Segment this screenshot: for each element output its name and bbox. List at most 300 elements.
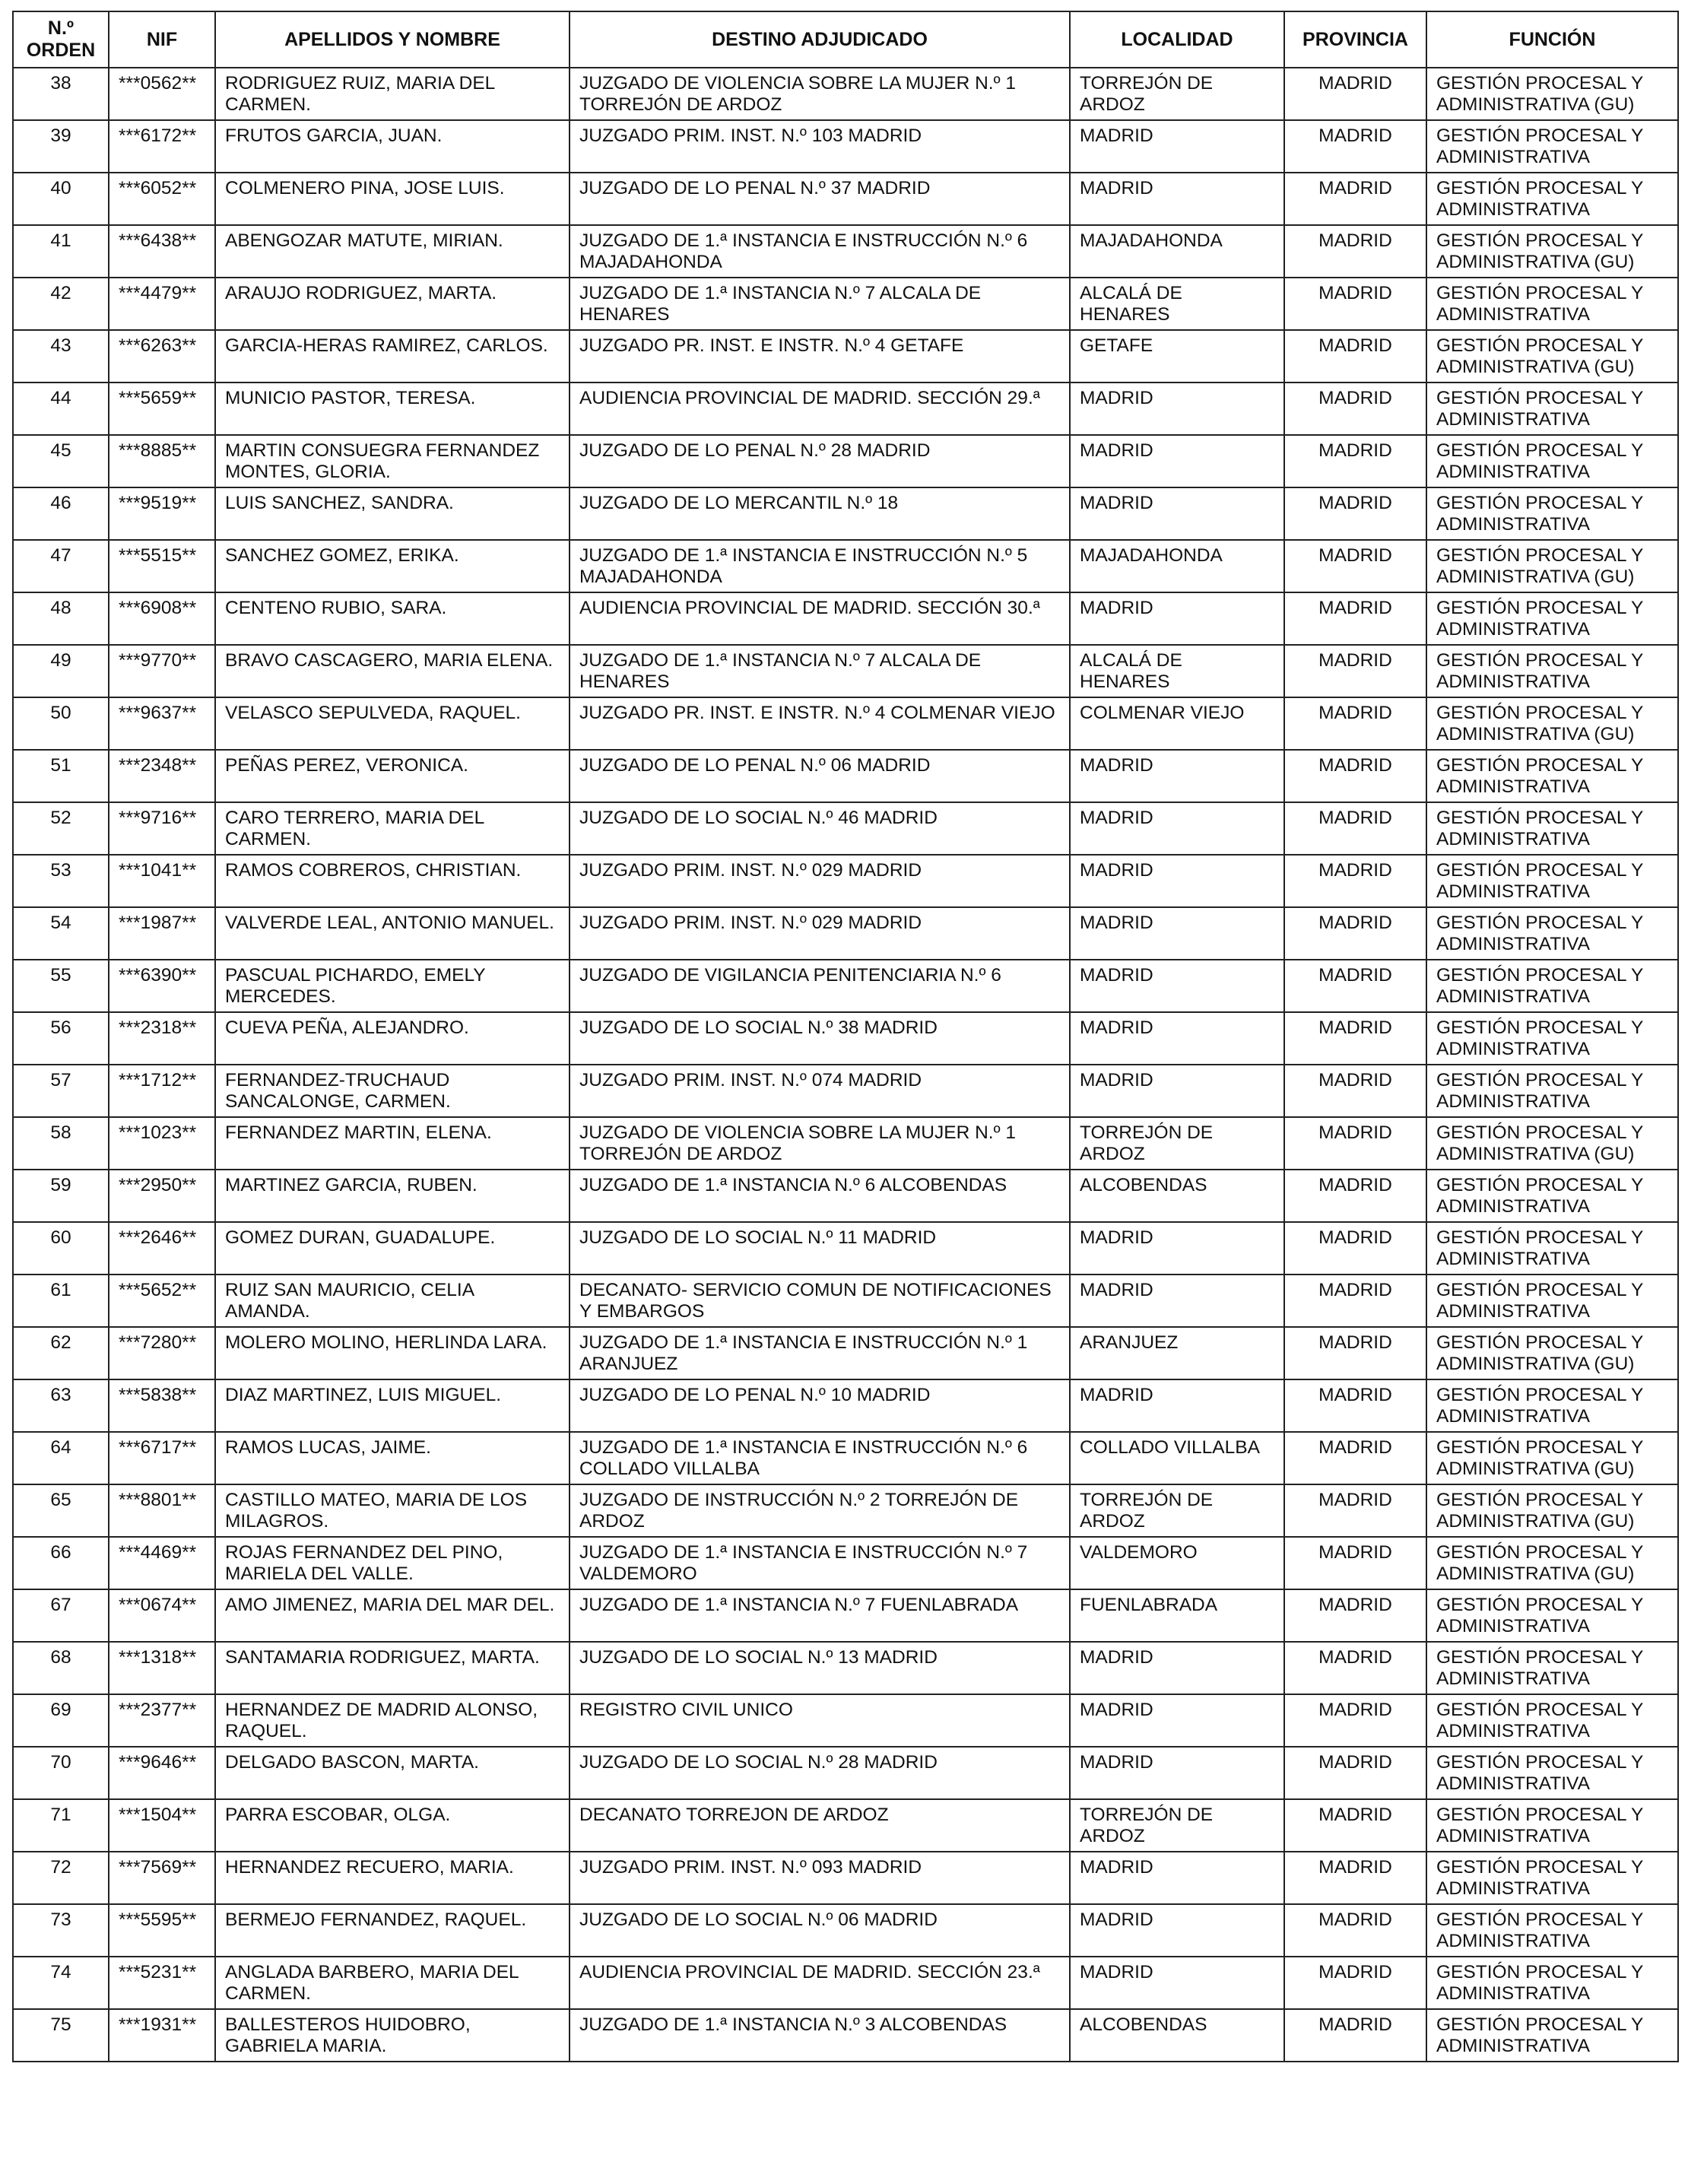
table-body xyxy=(13,68,1678,2062)
cell-localidad: MADRID xyxy=(1070,1222,1284,1275)
table-row xyxy=(13,697,1678,750)
cell-nombre: ABENGOZAR MATUTE, MIRIAN. xyxy=(215,225,570,278)
cell-orden: 70 xyxy=(13,1747,109,1799)
cell-destino: JUZGADO DE 1.ª INSTANCIA E INSTRUCCIÓN N.º 1 ARANJUEZ xyxy=(570,1327,1070,1379)
cell-localidad: ALCALÁ DE HENARES xyxy=(1070,645,1284,697)
cell-provincia: MADRID xyxy=(1284,960,1426,1012)
cell-localidad: MADRID xyxy=(1070,1379,1284,1432)
cell-provincia: MADRID xyxy=(1284,1170,1426,1222)
cell-destino: AUDIENCIA PROVINCIAL DE MADRID. SECCIÓN 23.ª xyxy=(570,1957,1070,2009)
cell-orden: 38 xyxy=(13,68,109,120)
cell-funcion: GESTIÓN PROCESAL Y ADMINISTRATIVA (GU) xyxy=(1426,697,1678,750)
cell-provincia: MADRID xyxy=(1284,540,1426,592)
cell-nombre: BERMEJO FERNANDEZ, RAQUEL. xyxy=(215,1904,570,1957)
cell-funcion: GESTIÓN PROCESAL Y ADMINISTRATIVA (GU) xyxy=(1426,540,1678,592)
cell-destino: JUZGADO PRIM. INST. N.º 093 MADRID xyxy=(570,1852,1070,1904)
cell-orden: 72 xyxy=(13,1852,109,1904)
header-row xyxy=(13,11,1678,68)
cell-nif: ***6717** xyxy=(109,1432,215,1484)
cell-destino: JUZGADO DE LO PENAL N.º 37 MADRID xyxy=(570,173,1070,225)
cell-funcion: GESTIÓN PROCESAL Y ADMINISTRATIVA xyxy=(1426,592,1678,645)
cell-localidad: TORREJÓN DE ARDOZ xyxy=(1070,1117,1284,1170)
cell-provincia: MADRID xyxy=(1284,173,1426,225)
cell-nif: ***8801** xyxy=(109,1484,215,1537)
cell-orden: 62 xyxy=(13,1327,109,1379)
cell-nombre: RUIZ SAN MAURICIO, CELIA AMANDA. xyxy=(215,1275,570,1327)
cell-funcion: GESTIÓN PROCESAL Y ADMINISTRATIVA xyxy=(1426,1957,1678,2009)
cell-localidad: COLLADO VILLALBA xyxy=(1070,1432,1284,1484)
cell-orden: 64 xyxy=(13,1432,109,1484)
cell-funcion: GESTIÓN PROCESAL Y ADMINISTRATIVA xyxy=(1426,1747,1678,1799)
cell-orden: 40 xyxy=(13,173,109,225)
cell-orden: 66 xyxy=(13,1537,109,1589)
cell-orden: 69 xyxy=(13,1694,109,1747)
cell-destino: JUZGADO DE LO PENAL N.º 10 MADRID xyxy=(570,1379,1070,1432)
cell-destino: JUZGADO DE LO MERCANTIL N.º 18 xyxy=(570,487,1070,540)
header-localidad: LOCALIDAD xyxy=(1070,11,1284,68)
cell-nombre: VALVERDE LEAL, ANTONIO MANUEL. xyxy=(215,907,570,960)
cell-orden: 71 xyxy=(13,1799,109,1852)
table-row xyxy=(13,1222,1678,1275)
cell-nombre: PARRA ESCOBAR, OLGA. xyxy=(215,1799,570,1852)
cell-orden: 49 xyxy=(13,645,109,697)
cell-funcion: GESTIÓN PROCESAL Y ADMINISTRATIVA xyxy=(1426,1222,1678,1275)
table-row xyxy=(13,225,1678,278)
cell-orden: 67 xyxy=(13,1589,109,1642)
cell-orden: 57 xyxy=(13,1065,109,1117)
cell-provincia: MADRID xyxy=(1284,1432,1426,1484)
cell-localidad: MADRID xyxy=(1070,802,1284,855)
cell-nif: ***5652** xyxy=(109,1275,215,1327)
cell-nombre: AMO JIMENEZ, MARIA DEL MAR DEL. xyxy=(215,1589,570,1642)
cell-nif: ***7569** xyxy=(109,1852,215,1904)
table-row xyxy=(13,645,1678,697)
cell-nombre: CENTENO RUBIO, SARA. xyxy=(215,592,570,645)
cell-nif: ***1931** xyxy=(109,2009,215,2062)
cell-destino: JUZGADO DE 1.ª INSTANCIA N.º 6 ALCOBENDAS xyxy=(570,1170,1070,1222)
cell-nif: ***9646** xyxy=(109,1747,215,1799)
cell-funcion: GESTIÓN PROCESAL Y ADMINISTRATIVA (GU) xyxy=(1426,1484,1678,1537)
cell-destino: JUZGADO DE LO SOCIAL N.º 46 MADRID xyxy=(570,802,1070,855)
cell-localidad: COLMENAR VIEJO xyxy=(1070,697,1284,750)
table-row xyxy=(13,1799,1678,1852)
table-row xyxy=(13,173,1678,225)
table-row xyxy=(13,68,1678,120)
table-row xyxy=(13,802,1678,855)
cell-destino: JUZGADO DE LO SOCIAL N.º 38 MADRID xyxy=(570,1012,1070,1065)
cell-nif: ***2646** xyxy=(109,1222,215,1275)
cell-funcion: GESTIÓN PROCESAL Y ADMINISTRATIVA xyxy=(1426,907,1678,960)
cell-localidad: TORREJÓN DE ARDOZ xyxy=(1070,68,1284,120)
cell-orden: 74 xyxy=(13,1957,109,2009)
table-row xyxy=(13,540,1678,592)
cell-localidad: MADRID xyxy=(1070,1694,1284,1747)
cell-nombre: ROJAS FERNANDEZ DEL PINO, MARIELA DEL VALLE. xyxy=(215,1537,570,1589)
cell-orden: 41 xyxy=(13,225,109,278)
table-row xyxy=(13,1170,1678,1222)
cell-destino: JUZGADO PRIM. INST. N.º 103 MADRID xyxy=(570,120,1070,173)
cell-orden: 44 xyxy=(13,383,109,435)
table-row xyxy=(13,1432,1678,1484)
cell-provincia: MADRID xyxy=(1284,645,1426,697)
table-row xyxy=(13,1957,1678,2009)
cell-orden: 47 xyxy=(13,540,109,592)
cell-nombre: GOMEZ DURAN, GUADALUPE. xyxy=(215,1222,570,1275)
adjudication-table xyxy=(12,11,1679,2062)
cell-localidad: MADRID xyxy=(1070,960,1284,1012)
table-row xyxy=(13,1589,1678,1642)
cell-nif: ***9716** xyxy=(109,802,215,855)
cell-destino: AUDIENCIA PROVINCIAL DE MADRID. SECCIÓN 30.ª xyxy=(570,592,1070,645)
cell-localidad: MADRID xyxy=(1070,1904,1284,1957)
cell-destino: JUZGADO PRIM. INST. N.º 029 MADRID xyxy=(570,907,1070,960)
cell-localidad: ALCOBENDAS xyxy=(1070,2009,1284,2062)
cell-funcion: GESTIÓN PROCESAL Y ADMINISTRATIVA xyxy=(1426,960,1678,1012)
table-row xyxy=(13,1694,1678,1747)
cell-orden: 46 xyxy=(13,487,109,540)
cell-nombre: MOLERO MOLINO, HERLINDA LARA. xyxy=(215,1327,570,1379)
cell-orden: 45 xyxy=(13,435,109,487)
cell-nif: ***6263** xyxy=(109,330,215,383)
cell-nif: ***5659** xyxy=(109,383,215,435)
cell-provincia: MADRID xyxy=(1284,1222,1426,1275)
cell-destino: JUZGADO DE INSTRUCCIÓN N.º 2 TORREJÓN DE ARDOZ xyxy=(570,1484,1070,1537)
cell-nombre: HERNANDEZ DE MADRID ALONSO, RAQUEL. xyxy=(215,1694,570,1747)
header-nif: NIF xyxy=(109,11,215,68)
cell-provincia: MADRID xyxy=(1284,1537,1426,1589)
header-nombre: APELLIDOS Y NOMBRE xyxy=(215,11,570,68)
cell-nombre: MARTINEZ GARCIA, RUBEN. xyxy=(215,1170,570,1222)
cell-nombre: DIAZ MARTINEZ, LUIS MIGUEL. xyxy=(215,1379,570,1432)
cell-nombre: RAMOS COBREROS, CHRISTIAN. xyxy=(215,855,570,907)
cell-destino: JUZGADO PRIM. INST. N.º 029 MADRID xyxy=(570,855,1070,907)
cell-nombre: FRUTOS GARCIA, JUAN. xyxy=(215,120,570,173)
cell-nif: ***2348** xyxy=(109,750,215,802)
cell-nif: ***4479** xyxy=(109,278,215,330)
table-row xyxy=(13,1065,1678,1117)
cell-destino: DECANATO- SERVICIO COMUN DE NOTIFICACIONES Y EMBARGOS xyxy=(570,1275,1070,1327)
cell-nombre: LUIS SANCHEZ, SANDRA. xyxy=(215,487,570,540)
cell-orden: 39 xyxy=(13,120,109,173)
table-row xyxy=(13,960,1678,1012)
cell-funcion: GESTIÓN PROCESAL Y ADMINISTRATIVA (GU) xyxy=(1426,330,1678,383)
cell-provincia: MADRID xyxy=(1284,802,1426,855)
cell-destino: AUDIENCIA PROVINCIAL DE MADRID. SECCIÓN 29.ª xyxy=(570,383,1070,435)
header-orden: N.º ORDEN xyxy=(13,11,109,68)
cell-nombre: CARO TERRERO, MARIA DEL CARMEN. xyxy=(215,802,570,855)
cell-destino: JUZGADO DE 1.ª INSTANCIA E INSTRUCCIÓN N.º 7 VALDEMORO xyxy=(570,1537,1070,1589)
header-funcion: FUNCIÓN xyxy=(1426,11,1678,68)
cell-destino: JUZGADO DE 1.ª INSTANCIA N.º 7 FUENLABRADA xyxy=(570,1589,1070,1642)
cell-localidad: ALCOBENDAS xyxy=(1070,1170,1284,1222)
cell-orden: 59 xyxy=(13,1170,109,1222)
cell-nif: ***4469** xyxy=(109,1537,215,1589)
cell-nombre: CUEVA PEÑA, ALEJANDRO. xyxy=(215,1012,570,1065)
cell-destino: JUZGADO DE LO SOCIAL N.º 06 MADRID xyxy=(570,1904,1070,1957)
table-row xyxy=(13,2009,1678,2062)
cell-orden: 61 xyxy=(13,1275,109,1327)
cell-nif: ***6438** xyxy=(109,225,215,278)
cell-funcion: GESTIÓN PROCESAL Y ADMINISTRATIVA xyxy=(1426,435,1678,487)
cell-orden: 42 xyxy=(13,278,109,330)
cell-nif: ***9770** xyxy=(109,645,215,697)
table-row xyxy=(13,120,1678,173)
cell-provincia: MADRID xyxy=(1284,592,1426,645)
cell-localidad: MADRID xyxy=(1070,855,1284,907)
cell-destino: JUZGADO DE VIOLENCIA SOBRE LA MUJER N.º 1 TORREJÓN DE ARDOZ xyxy=(570,1117,1070,1170)
cell-funcion: GESTIÓN PROCESAL Y ADMINISTRATIVA xyxy=(1426,1012,1678,1065)
cell-orden: 53 xyxy=(13,855,109,907)
cell-nombre: BRAVO CASCAGERO, MARIA ELENA. xyxy=(215,645,570,697)
cell-localidad: MAJADAHONDA xyxy=(1070,225,1284,278)
cell-orden: 73 xyxy=(13,1904,109,1957)
cell-destino: JUZGADO PRIM. INST. N.º 074 MADRID xyxy=(570,1065,1070,1117)
cell-nif: ***2318** xyxy=(109,1012,215,1065)
cell-funcion: GESTIÓN PROCESAL Y ADMINISTRATIVA (GU) xyxy=(1426,1537,1678,1589)
cell-nombre: SANTAMARIA RODRIGUEZ, MARTA. xyxy=(215,1642,570,1694)
cell-nombre: PEÑAS PEREZ, VERONICA. xyxy=(215,750,570,802)
cell-provincia: MADRID xyxy=(1284,1275,1426,1327)
cell-nif: ***1712** xyxy=(109,1065,215,1117)
table-row xyxy=(13,1747,1678,1799)
cell-localidad: MADRID xyxy=(1070,1957,1284,2009)
cell-funcion: GESTIÓN PROCESAL Y ADMINISTRATIVA xyxy=(1426,750,1678,802)
cell-localidad: MADRID xyxy=(1070,1747,1284,1799)
table-row xyxy=(13,1484,1678,1537)
cell-destino: REGISTRO CIVIL UNICO xyxy=(570,1694,1070,1747)
cell-localidad: ALCALÁ DE HENARES xyxy=(1070,278,1284,330)
cell-funcion: GESTIÓN PROCESAL Y ADMINISTRATIVA xyxy=(1426,2009,1678,2062)
table-row xyxy=(13,1904,1678,1957)
cell-nif: ***2377** xyxy=(109,1694,215,1747)
table-row xyxy=(13,435,1678,487)
cell-provincia: MADRID xyxy=(1284,487,1426,540)
table-row xyxy=(13,1327,1678,1379)
cell-nombre: GARCIA-HERAS RAMIREZ, CARLOS. xyxy=(215,330,570,383)
cell-funcion: GESTIÓN PROCESAL Y ADMINISTRATIVA xyxy=(1426,487,1678,540)
cell-orden: 58 xyxy=(13,1117,109,1170)
cell-nif: ***5595** xyxy=(109,1904,215,1957)
cell-nombre: RAMOS LUCAS, JAIME. xyxy=(215,1432,570,1484)
cell-funcion: GESTIÓN PROCESAL Y ADMINISTRATIVA (GU) xyxy=(1426,1327,1678,1379)
cell-provincia: MADRID xyxy=(1284,68,1426,120)
cell-provincia: MADRID xyxy=(1284,278,1426,330)
cell-nombre: RODRIGUEZ RUIZ, MARIA DEL CARMEN. xyxy=(215,68,570,120)
cell-localidad: MADRID xyxy=(1070,1642,1284,1694)
cell-orden: 68 xyxy=(13,1642,109,1694)
cell-orden: 63 xyxy=(13,1379,109,1432)
cell-localidad: MADRID xyxy=(1070,1012,1284,1065)
cell-nif: ***9519** xyxy=(109,487,215,540)
cell-localidad: FUENLABRADA xyxy=(1070,1589,1284,1642)
cell-nif: ***5515** xyxy=(109,540,215,592)
cell-destino: JUZGADO DE LO SOCIAL N.º 11 MADRID xyxy=(570,1222,1070,1275)
cell-nombre: MUNICIO PASTOR, TERESA. xyxy=(215,383,570,435)
cell-nombre: HERNANDEZ RECUERO, MARIA. xyxy=(215,1852,570,1904)
table-row xyxy=(13,1275,1678,1327)
cell-provincia: MADRID xyxy=(1284,383,1426,435)
cell-localidad: TORREJÓN DE ARDOZ xyxy=(1070,1484,1284,1537)
cell-nif: ***1023** xyxy=(109,1117,215,1170)
cell-orden: 52 xyxy=(13,802,109,855)
cell-provincia: MADRID xyxy=(1284,1904,1426,1957)
cell-orden: 48 xyxy=(13,592,109,645)
cell-nif: ***0562** xyxy=(109,68,215,120)
cell-orden: 55 xyxy=(13,960,109,1012)
cell-provincia: MADRID xyxy=(1284,1065,1426,1117)
table-row xyxy=(13,592,1678,645)
cell-localidad: TORREJÓN DE ARDOZ xyxy=(1070,1799,1284,1852)
cell-provincia: MADRID xyxy=(1284,2009,1426,2062)
cell-nif: ***6908** xyxy=(109,592,215,645)
cell-provincia: MADRID xyxy=(1284,1694,1426,1747)
cell-provincia: MADRID xyxy=(1284,907,1426,960)
header-destino: DESTINO ADJUDICADO xyxy=(570,11,1070,68)
cell-localidad: MADRID xyxy=(1070,1852,1284,1904)
cell-nif: ***5838** xyxy=(109,1379,215,1432)
cell-destino: JUZGADO DE LO PENAL N.º 06 MADRID xyxy=(570,750,1070,802)
cell-provincia: MADRID xyxy=(1284,750,1426,802)
cell-localidad: MADRID xyxy=(1070,383,1284,435)
table-row xyxy=(13,855,1678,907)
cell-nombre: FERNANDEZ MARTIN, ELENA. xyxy=(215,1117,570,1170)
cell-provincia: MADRID xyxy=(1284,855,1426,907)
cell-localidad: MADRID xyxy=(1070,1065,1284,1117)
cell-nif: ***6052** xyxy=(109,173,215,225)
cell-destino: JUZGADO PR. INST. E INSTR. N.º 4 GETAFE xyxy=(570,330,1070,383)
table-row xyxy=(13,750,1678,802)
cell-provincia: MADRID xyxy=(1284,1589,1426,1642)
cell-localidad: VALDEMORO xyxy=(1070,1537,1284,1589)
cell-provincia: MADRID xyxy=(1284,1747,1426,1799)
cell-localidad: MADRID xyxy=(1070,435,1284,487)
cell-localidad: MADRID xyxy=(1070,907,1284,960)
cell-localidad: MADRID xyxy=(1070,120,1284,173)
cell-provincia: MADRID xyxy=(1284,1012,1426,1065)
cell-destino: JUZGADO DE 1.ª INSTANCIA N.º 7 ALCALA DE HENARES xyxy=(570,645,1070,697)
cell-funcion: GESTIÓN PROCESAL Y ADMINISTRATIVA xyxy=(1426,645,1678,697)
table-row xyxy=(13,1012,1678,1065)
table-row xyxy=(13,383,1678,435)
cell-nif: ***1987** xyxy=(109,907,215,960)
cell-nombre: MARTIN CONSUEGRA FERNANDEZ MONTES, GLORIA. xyxy=(215,435,570,487)
cell-provincia: MADRID xyxy=(1284,1117,1426,1170)
cell-provincia: MADRID xyxy=(1284,697,1426,750)
cell-funcion: GESTIÓN PROCESAL Y ADMINISTRATIVA xyxy=(1426,1694,1678,1747)
cell-funcion: GESTIÓN PROCESAL Y ADMINISTRATIVA (GU) xyxy=(1426,1432,1678,1484)
table-row xyxy=(13,1379,1678,1432)
cell-provincia: MADRID xyxy=(1284,1642,1426,1694)
cell-funcion: GESTIÓN PROCESAL Y ADMINISTRATIVA xyxy=(1426,1170,1678,1222)
cell-nif: ***9637** xyxy=(109,697,215,750)
cell-nif: ***6172** xyxy=(109,120,215,173)
cell-destino: JUZGADO DE LO SOCIAL N.º 13 MADRID xyxy=(570,1642,1070,1694)
cell-nombre: DELGADO BASCON, MARTA. xyxy=(215,1747,570,1799)
cell-orden: 54 xyxy=(13,907,109,960)
header-provincia: PROVINCIA xyxy=(1284,11,1426,68)
cell-orden: 50 xyxy=(13,697,109,750)
cell-localidad: MADRID xyxy=(1070,750,1284,802)
cell-nif: ***1504** xyxy=(109,1799,215,1852)
cell-nombre: ARAUJO RODRIGUEZ, MARTA. xyxy=(215,278,570,330)
cell-funcion: GESTIÓN PROCESAL Y ADMINISTRATIVA xyxy=(1426,855,1678,907)
cell-funcion: GESTIÓN PROCESAL Y ADMINISTRATIVA xyxy=(1426,802,1678,855)
cell-provincia: MADRID xyxy=(1284,1799,1426,1852)
cell-funcion: GESTIÓN PROCESAL Y ADMINISTRATIVA xyxy=(1426,1799,1678,1852)
cell-funcion: GESTIÓN PROCESAL Y ADMINISTRATIVA (GU) xyxy=(1426,225,1678,278)
cell-destino: JUZGADO DE 1.ª INSTANCIA N.º 7 ALCALA DE HENARES xyxy=(570,278,1070,330)
cell-funcion: GESTIÓN PROCESAL Y ADMINISTRATIVA xyxy=(1426,278,1678,330)
cell-provincia: MADRID xyxy=(1284,225,1426,278)
cell-provincia: MADRID xyxy=(1284,120,1426,173)
cell-orden: 60 xyxy=(13,1222,109,1275)
cell-funcion: GESTIÓN PROCESAL Y ADMINISTRATIVA xyxy=(1426,1065,1678,1117)
table-row xyxy=(13,487,1678,540)
cell-nombre: FERNANDEZ-TRUCHAUD SANCALONGE, CARMEN. xyxy=(215,1065,570,1117)
cell-destino: JUZGADO PR. INST. E INSTR. N.º 4 COLMENAR VIEJO xyxy=(570,697,1070,750)
cell-provincia: MADRID xyxy=(1284,1484,1426,1537)
cell-nombre: PASCUAL PICHARDO, EMELY MERCEDES. xyxy=(215,960,570,1012)
cell-funcion: GESTIÓN PROCESAL Y ADMINISTRATIVA xyxy=(1426,1275,1678,1327)
cell-destino: JUZGADO DE 1.ª INSTANCIA E INSTRUCCIÓN N.º 5 MAJADAHONDA xyxy=(570,540,1070,592)
cell-funcion: GESTIÓN PROCESAL Y ADMINISTRATIVA xyxy=(1426,1852,1678,1904)
cell-destino: JUZGADO DE 1.ª INSTANCIA N.º 3 ALCOBENDAS xyxy=(570,2009,1070,2062)
cell-provincia: MADRID xyxy=(1284,330,1426,383)
table-row xyxy=(13,1642,1678,1694)
cell-orden: 43 xyxy=(13,330,109,383)
cell-nif: ***8885** xyxy=(109,435,215,487)
cell-nombre: VELASCO SEPULVEDA, RAQUEL. xyxy=(215,697,570,750)
cell-nif: ***1318** xyxy=(109,1642,215,1694)
table-row xyxy=(13,1852,1678,1904)
cell-localidad: MADRID xyxy=(1070,1275,1284,1327)
cell-funcion: GESTIÓN PROCESAL Y ADMINISTRATIVA xyxy=(1426,1904,1678,1957)
cell-nombre: CASTILLO MATEO, MARIA DE LOS MILAGROS. xyxy=(215,1484,570,1537)
cell-funcion: GESTIÓN PROCESAL Y ADMINISTRATIVA (GU) xyxy=(1426,1117,1678,1170)
cell-funcion: GESTIÓN PROCESAL Y ADMINISTRATIVA xyxy=(1426,120,1678,173)
cell-destino: JUZGADO DE LO SOCIAL N.º 28 MADRID xyxy=(570,1747,1070,1799)
table-row xyxy=(13,1537,1678,1589)
cell-destino: JUZGADO DE 1.ª INSTANCIA E INSTRUCCIÓN N.º 6 MAJADAHONDA xyxy=(570,225,1070,278)
cell-nif: ***7280** xyxy=(109,1327,215,1379)
cell-nombre: COLMENERO PINA, JOSE LUIS. xyxy=(215,173,570,225)
cell-nif: ***0674** xyxy=(109,1589,215,1642)
cell-localidad: GETAFE xyxy=(1070,330,1284,383)
cell-provincia: MADRID xyxy=(1284,435,1426,487)
cell-funcion: GESTIÓN PROCESAL Y ADMINISTRATIVA xyxy=(1426,1642,1678,1694)
cell-orden: 51 xyxy=(13,750,109,802)
cell-nombre: BALLESTEROS HUIDOBRO, GABRIELA MARIA. xyxy=(215,2009,570,2062)
cell-nif: ***1041** xyxy=(109,855,215,907)
cell-orden: 56 xyxy=(13,1012,109,1065)
cell-orden: 75 xyxy=(13,2009,109,2062)
cell-localidad: ARANJUEZ xyxy=(1070,1327,1284,1379)
cell-destino: JUZGADO DE VIGILANCIA PENITENCIARIA N.º 6 xyxy=(570,960,1070,1012)
cell-provincia: MADRID xyxy=(1284,1852,1426,1904)
cell-localidad: MAJADAHONDA xyxy=(1070,540,1284,592)
cell-nombre: SANCHEZ GOMEZ, ERIKA. xyxy=(215,540,570,592)
cell-provincia: MADRID xyxy=(1284,1957,1426,2009)
cell-localidad: MADRID xyxy=(1070,173,1284,225)
cell-funcion: GESTIÓN PROCESAL Y ADMINISTRATIVA xyxy=(1426,383,1678,435)
cell-destino: DECANATO TORREJON DE ARDOZ xyxy=(570,1799,1070,1852)
cell-destino: JUZGADO DE VIOLENCIA SOBRE LA MUJER N.º 1 TORREJÓN DE ARDOZ xyxy=(570,68,1070,120)
cell-funcion: GESTIÓN PROCESAL Y ADMINISTRATIVA xyxy=(1426,173,1678,225)
cell-funcion: GESTIÓN PROCESAL Y ADMINISTRATIVA xyxy=(1426,1589,1678,1642)
table-row xyxy=(13,907,1678,960)
cell-localidad: MADRID xyxy=(1070,487,1284,540)
cell-nif: ***6390** xyxy=(109,960,215,1012)
